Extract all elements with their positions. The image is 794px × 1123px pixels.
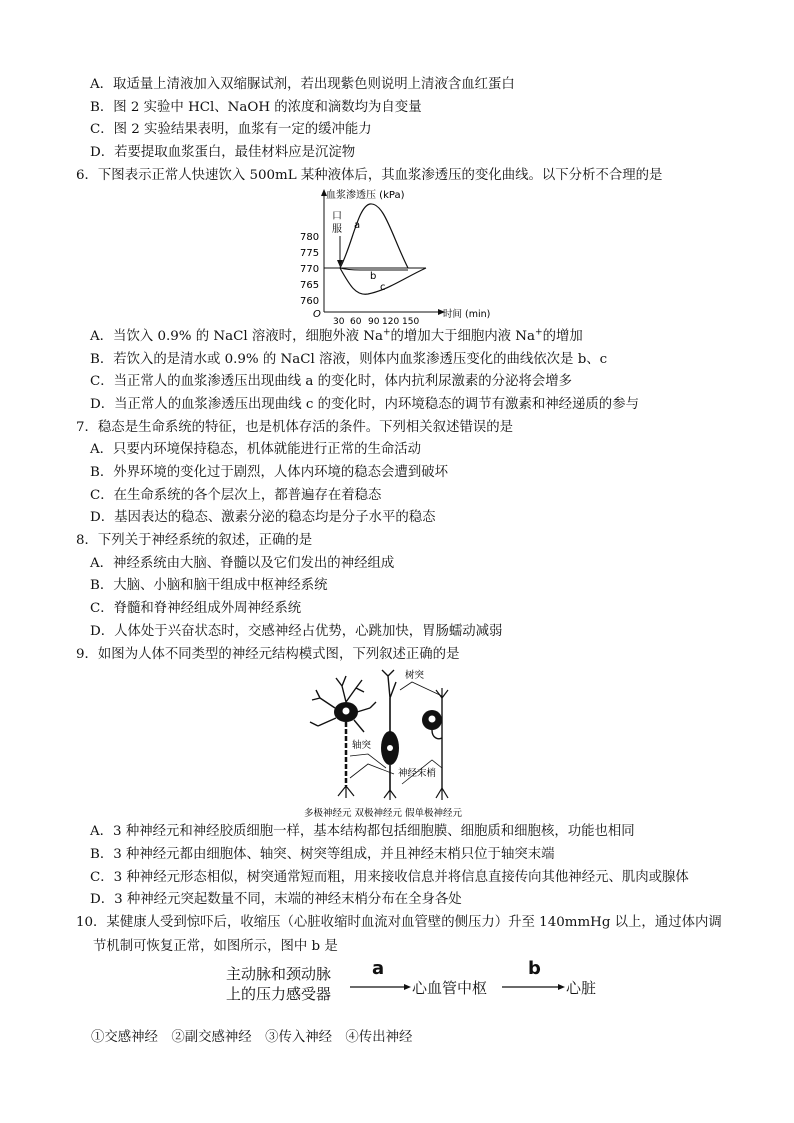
bipolar-neuron <box>381 670 399 800</box>
q5-option-d: D．若要提取血浆蛋白，最佳材料应是沉淀物 <box>90 145 356 160</box>
q7-option-d: D．基因表达的稳态、激素分泌的稳态均是分子水平的稳态 <box>90 510 436 525</box>
regulation-flowchart <box>226 958 636 1008</box>
y-tick: 765 <box>300 280 320 291</box>
flow-baroreceptor-line1: 主动脉和颈动脉 <box>226 965 332 983</box>
q6-option-b: B．若饮入的是清水或 0.9% 的 NaCl 溶液，则体内血浆渗透压变化的曲线依次是 b、c <box>90 352 608 367</box>
graph-y-label: 血浆渗透压 (kPa) <box>326 190 405 201</box>
q8-option-c: C．脊髓和脊神经组成外周神经系统 <box>90 601 302 616</box>
q9-option-c: C．3 种神经元形态相似，树突通常短而粗，用来接收信息并将信息直接传向其他神经元、肌肉或腺体 <box>90 870 689 885</box>
q5-option-c: C．图 2 实验结果表明，血浆有一定的缓冲能力 <box>90 122 372 137</box>
y-tick: 775 <box>300 248 320 259</box>
flow-heart: 心脏 <box>566 979 597 997</box>
neuron-figure <box>302 668 498 820</box>
q5-option-b: B．图 2 实验中 HCl、NaOH 的浓度和滴数均为自变量 <box>90 100 422 115</box>
label-nerve-ending: 神经末梢 <box>398 768 437 779</box>
q5-option-a: A．取适量上清液加入双缩脲试剂，若出现紫色则说明上清液含血红蛋白 <box>90 77 515 92</box>
graph-annotation-oral-2: 服 <box>332 224 342 235</box>
q7-option-c: C．在生命系统的各个层次上，都普遍存在着稳态 <box>90 488 382 503</box>
x-tick: 150 <box>402 317 420 324</box>
q8-option-d: D．人体处于兴奋状态时，交感神经占优势，心跳加快，胃肠蠕动减弱 <box>90 624 503 639</box>
curve-a <box>340 204 408 268</box>
q7-option-b: B．外界环境的变化过于剧烈，人体内环境的稳态会遭到破坏 <box>90 465 448 480</box>
flow-cardiovascular-center: 心血管中枢 <box>412 979 488 997</box>
q8-stem: 8．下列关于神经系统的叙述，正确的是 <box>76 533 313 548</box>
q10-stem-line2: 节机制可恢复正常，如图所示，图中 b 是 <box>93 939 338 954</box>
label-axon: 轴突 <box>352 740 372 751</box>
q10-stem-line1: 10．某健康人受到惊吓后，收缩压（心脏收缩时血流对血管壁的侧压力）升至 140mmHg 以上，通过体内调 <box>76 915 722 930</box>
curve-b-label: b <box>370 271 377 282</box>
y-tick: 780 <box>300 232 320 243</box>
curve-a-label: a <box>354 220 361 231</box>
flow-baroreceptor-line2: 上的压力感受器 <box>226 985 332 1003</box>
q7-stem: 7．稳态是生命系统的特征，也是机体存活的条件。下列相关叙述错误的是 <box>76 420 514 435</box>
x-tick: 120 <box>382 317 400 324</box>
q10-choices: ①交感神经 ②副交感神经 ③传入神经 ④传出神经 <box>91 1030 413 1045</box>
figure-caption: 多极神经元 双极神经元 假单极神经元 <box>304 808 463 819</box>
pseudounipolar-neuron <box>422 688 448 800</box>
graph-x-label: 时间 (min) <box>443 309 491 320</box>
q6-stem: 6．下图表示正常人快速饮入 500mL 某种液体后，其血浆渗透压的变化曲线。以下分析不合理的是 <box>76 168 663 183</box>
q7-option-a: A．只要内环境保持稳态，机体就能进行正常的生命活动 <box>90 442 422 457</box>
y-tick: 770 <box>300 264 320 275</box>
y-tick: 760 <box>300 296 320 307</box>
q6-option-a: A．当饮入 0.9% 的 NaCl 溶液时，细胞外液 Na+的增加大于细胞内液 Na+的增加 <box>90 327 583 344</box>
q9-option-b: B．3 种神经元都由细胞体、轴突、树突等组成，并且神经末梢只位于轴突末端 <box>90 847 555 862</box>
osmotic-pressure-graph <box>296 186 506 324</box>
x-tick: 90 <box>368 317 380 324</box>
q8-option-a: A．神经系统由大脑、脊髓以及它们发出的神经组成 <box>90 556 395 571</box>
multipolar-neuron <box>310 676 376 798</box>
q6-option-c: C．当正常人的血浆渗透压出现曲线 a 的变化时，体内抗利尿激素的分泌将会增多 <box>90 374 573 389</box>
q9-stem: 9．如图为人体不同类型的神经元结构模式图，下列叙述正确的是 <box>76 647 460 662</box>
curve-c-label: c <box>380 282 386 293</box>
x-tick: 30 <box>333 317 345 324</box>
flow-label-b: b <box>528 958 541 979</box>
x-tick: 60 <box>350 317 362 324</box>
flow-label-a: a <box>372 958 385 979</box>
graph-origin: O <box>313 309 321 320</box>
label-dendrite: 树突 <box>405 670 425 681</box>
q6-option-d: D．当正常人的血浆渗透压出现曲线 c 的变化时，内环境稳态的调节有激素和神经递质的参与 <box>90 397 639 412</box>
q8-option-b: B．大脑、小脑和脑干组成中枢神经系统 <box>90 578 328 593</box>
graph-annotation-oral-1: 口 <box>332 211 342 222</box>
q9-option-d: D．3 种神经元突起数量不同，末端的神经末梢分布在全身各处 <box>90 892 462 907</box>
q9-option-a: A．3 种神经元和神经胶质细胞一样，基本结构都包括细胞膜、细胞质和细胞核，功能也相同 <box>90 824 635 839</box>
